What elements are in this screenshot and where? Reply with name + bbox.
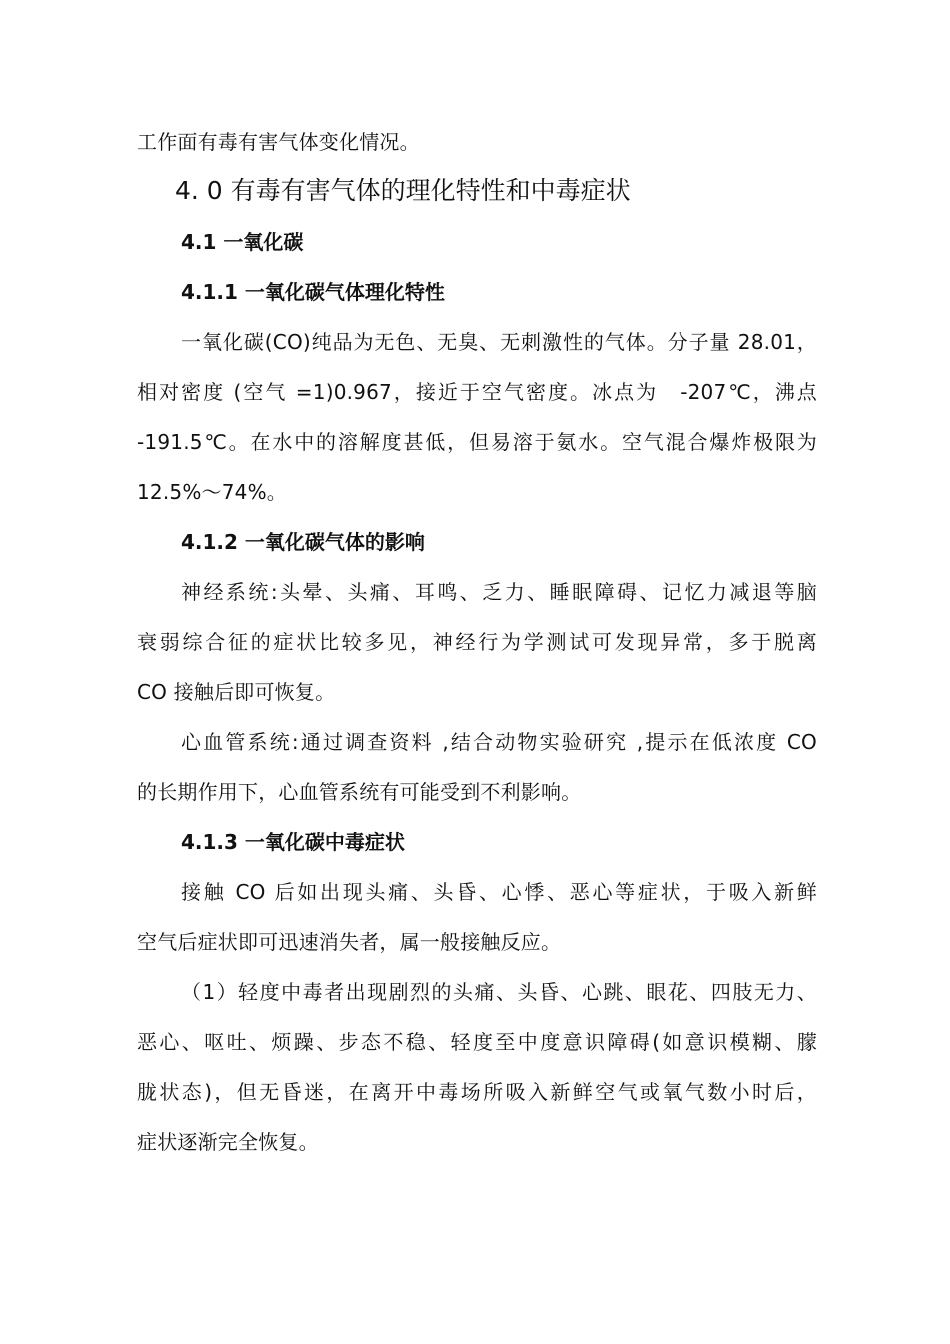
paragraph-line: 衰弱综合征的症状比较多见，神经行为学测试可发现异常，多于脱离 [137, 630, 817, 654]
section-heading-4-1-3: 4.1.3 一氧化碳中毒症状 [181, 830, 405, 854]
paragraph-line: 的长期作用下，心血管系统有可能受到不利影响。 [137, 780, 582, 804]
section-heading-4-1-1: 4.1.1 一氧化碳气体理化特性 [181, 280, 445, 304]
paragraph-line: 恶心、呕吐、烦躁、步态不稳、轻度至中度意识障碍(如意识模糊、朦 [137, 1030, 817, 1054]
paragraph-line: 心血管系统:通过调查资料 ,结合动物实验研究 ,提示在低浓度 CO [181, 730, 817, 754]
paragraph-line: 一氧化碳(CO)纯品为无色、无臭、无刺激性的气体。分子量 28.01， [181, 330, 817, 354]
paragraph-line: 工作面有毒有害气体变化情况。 [137, 130, 420, 154]
paragraph-line: 胧状态)，但无昏迷，在离开中毒场所吸入新鲜空气或氧气数小时后， [137, 1080, 817, 1104]
section-heading-4-1: 4.1 一氧化碳 [181, 230, 304, 254]
paragraph-line: CO 接触后即可恢复。 [137, 680, 336, 704]
section-heading-4-1-2: 4.1.2 一氧化碳气体的影响 [181, 530, 425, 554]
paragraph-line: 接触 CO 后如出现头痛、头昏、心悸、恶心等症状，于吸入新鲜 [181, 880, 817, 904]
paragraph-line: （1）轻度中毒者出现剧烈的头痛、头昏、心跳、眼花、四肢无力、 [181, 980, 817, 1004]
paragraph-line: 12.5%～74%。 [137, 480, 287, 504]
paragraph-line: 相对密度 (空气 =1)0.967，接近于空气密度。冰点为 -207℃，沸点 [137, 380, 817, 404]
paragraph-line: 空气后症状即可迅速消失者，属一般接触反应。 [137, 930, 562, 954]
paragraph-line: 神经系统:头晕、头痛、耳鸣、乏力、睡眠障碍、记忆力减退等脑 [181, 580, 817, 604]
paragraph-line: -191.5℃。在水中的溶解度甚低，但易溶于氨水。空气混合爆炸极限为 [137, 430, 817, 454]
paragraph-line: 症状逐渐完全恢复。 [137, 1130, 319, 1154]
section-heading-4-0: 4. 0 有毒有害气体的理化特性和中毒症状 [175, 176, 631, 205]
